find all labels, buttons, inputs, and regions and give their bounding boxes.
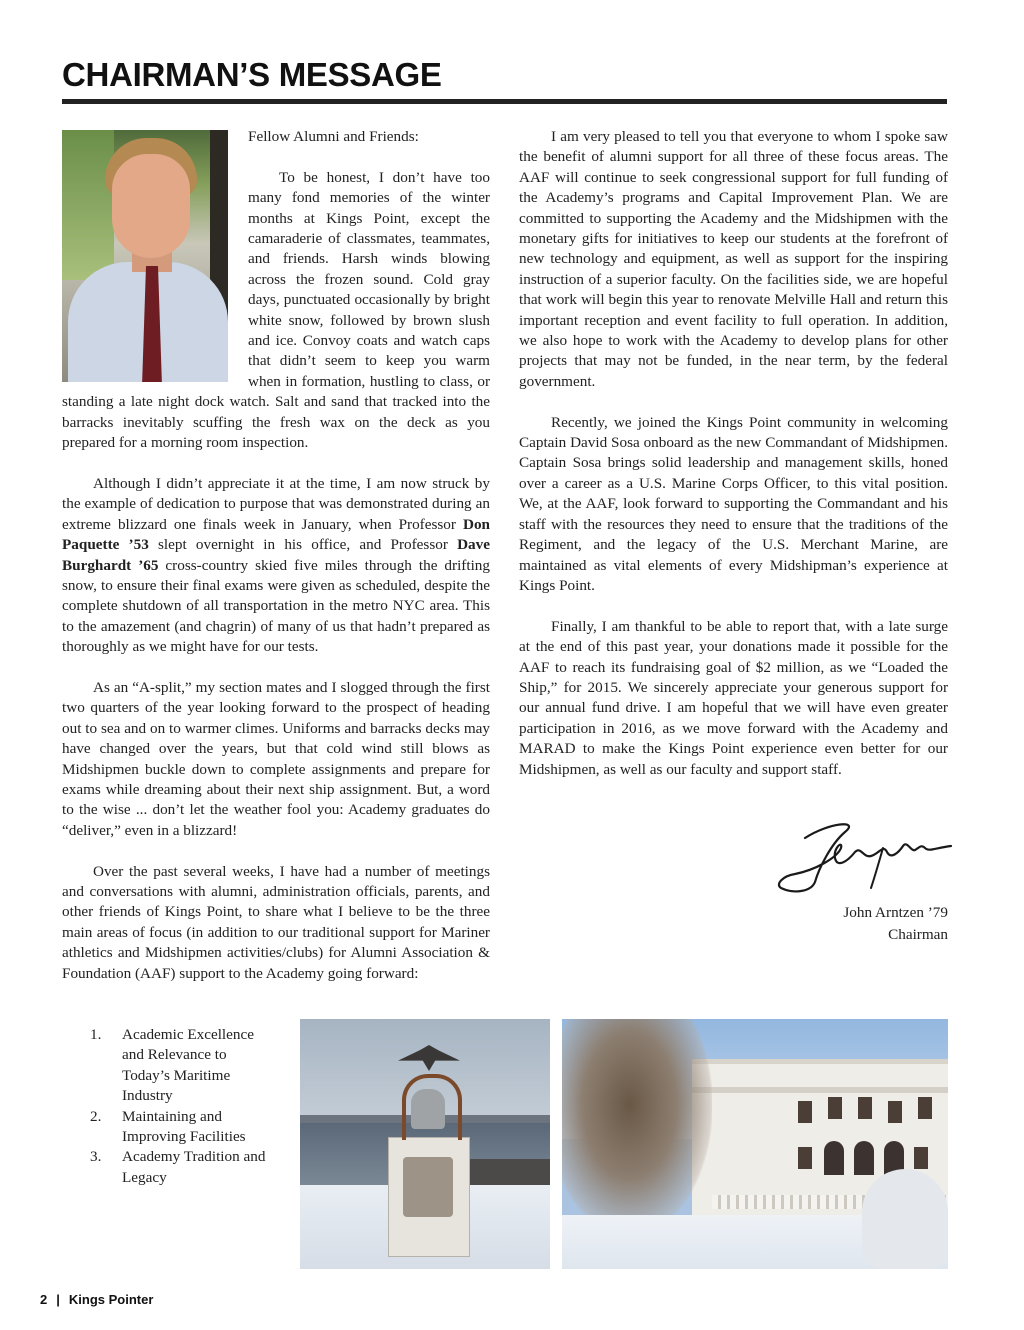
photo-bell-monument <box>300 1019 550 1269</box>
name-dave-burghardt: Dave Burghardt ’65 <box>62 536 490 574</box>
paragraph-commandant: Recently, we joined the Kings Point community in welcoming Captain David Sosa onboard as the new Commandant of Midshipmen. Captain Sosa brings solid leadership and management skills, honed over a career as a U.S. Marine Corps Officer, to this vital position. We, at the AAF, look forward to supporting the Commandant and his staff with the resources they need to ensure that the traditions of the Regiment, and the legacy of the U.S. Merchant Marine, are maintained as vital elements of every Midshipman’s experience at Kings Point. <box>519 413 948 594</box>
paragraph-fundraising: Finally, I am thankful to be able to report that, with a late surge at the end of this past year, your donations made it possible for the AAF to reach its fundraising goal of $2 million, as we “Loaded the Ship,” for 2015. We sincerely appreciate your generous support for our annual fund drive. I am hopeful that we will have even greater participation in 2016, as we move forward with the Academy and MARAD to make the Kings Point experience even better for our Midshipmen, as well as our faculty and support staff. <box>519 617 948 778</box>
list-item: 1. Academic Excellence and Relevance to Today’s Maritime Industry <box>90 1026 254 1105</box>
list-item: 2. Maintaining and Improving Facilities <box>90 1107 246 1146</box>
page-number: 2 <box>40 1292 48 1307</box>
focus-areas-list <box>90 1025 270 1188</box>
letter-body-left <box>62 127 490 984</box>
photo-snowy-hall <box>562 1019 948 1269</box>
publication-name: Kings Pointer <box>68 1292 154 1307</box>
signer-title: Chairman <box>888 926 948 943</box>
title-rule <box>62 99 947 104</box>
list-item: 3. Academy Tradition and Legacy <box>90 1148 266 1186</box>
letter-body-right <box>519 127 948 780</box>
signer-name: John Arntzen ’79 <box>843 904 948 921</box>
paragraph-alumni-support: I am very pleased to tell you that everyone to whom I spoke saw the benefit of alumni support for all three of these focus areas. The AAF will continue to seek congressional support for full funding of the Academy’s programs and Capital Improvement Plan. We are committed to supporting the Academy and the Midshipmen with the monetary gifts for initiatives to keep our students at the forefront of new technology and equipment, as well as support for the inspiring instruction of a superior faculty. On the facilities side, we are hopeful that work will begin this year to renovate Melville Hall and return this important reception and event facility to full operation. In addition, we also hope to work with the Academy to develop plans for other projects that may not be funded, in the near term, by the federal government. <box>519 128 948 390</box>
paragraph-focus-intro: Over the past several weeks, I have had a number of meetings and conversations with alumni, administration officials, parents, and other friends of Kings Point, to share what I believe to be the three main areas of focus (in addition to our traditional support for Mariner athletics and Midshipmen activities/clubs) for Alumni Association & Foundation (AAF) support to the Academy going forward: <box>62 862 490 982</box>
right-column <box>519 127 948 800</box>
paragraph-winter-memories: To be honest, I don’t have too many fond memories of the winter months at Kings Point, except the camaraderie of classmates, teammates, and friends. Harsh winds blowing across the frozen sound. Cold gray days, punctuated occasionally by bright white snow, followed by brown slush and ice. Convoy coats and watch caps that didn’t seem to keep you warm when in formation, hustling to class, or standing a late night dock watch. Salt and sand that tracked into the barracks inevitably scuffing the fresh wax on the deck as you prepared for a morning room inspection. <box>62 168 490 452</box>
chairman-signature <box>775 818 953 896</box>
footer-separator: | <box>56 1292 60 1307</box>
paragraph-blizzard: Although I didn’t appreciate it at the time, I am now struck by the example of dedication to purpose that was demonstrated during an extreme blizzard one finals week in January, when Professor Don Paquette ’53 slept overnight in his office, and Professor Dave Burghardt ’65 cross-country skied five miles through the drifting snow, to ensure their final exams were given as scheduled, despite the complete shutdown of all transportation in the metro NYC area. This to the amazement (and chagrin) of many of us that hadn’t prepared as thoroughly as we might have for our tests. <box>62 474 490 656</box>
page-footer <box>40 1292 153 1307</box>
chairman-portrait <box>62 130 228 382</box>
paragraph-a-split: As an “A-split,” my section mates and I slogged through the first two quarters of the year looking forward to the prospect of heading out to sea and on to warmer climes. Uniforms and barracks decks may have changed over the years, but that cold wind still blows as Midshipmen buckle down to complete assignments and prepare for exams while dreaming about their next ship assignment. But, a word to the wise ... don’t let the weather fool you: Academy graduates do “deliver,” even in a blizzard! <box>62 678 490 839</box>
salutation: Fellow Alumni and Friends: <box>248 128 419 145</box>
page-title: CHAIRMAN’S MESSAGE <box>62 56 442 93</box>
name-don-paquette: Don Paquette ’53 <box>62 515 490 554</box>
left-column <box>62 127 490 1004</box>
signer-block <box>843 902 948 946</box>
